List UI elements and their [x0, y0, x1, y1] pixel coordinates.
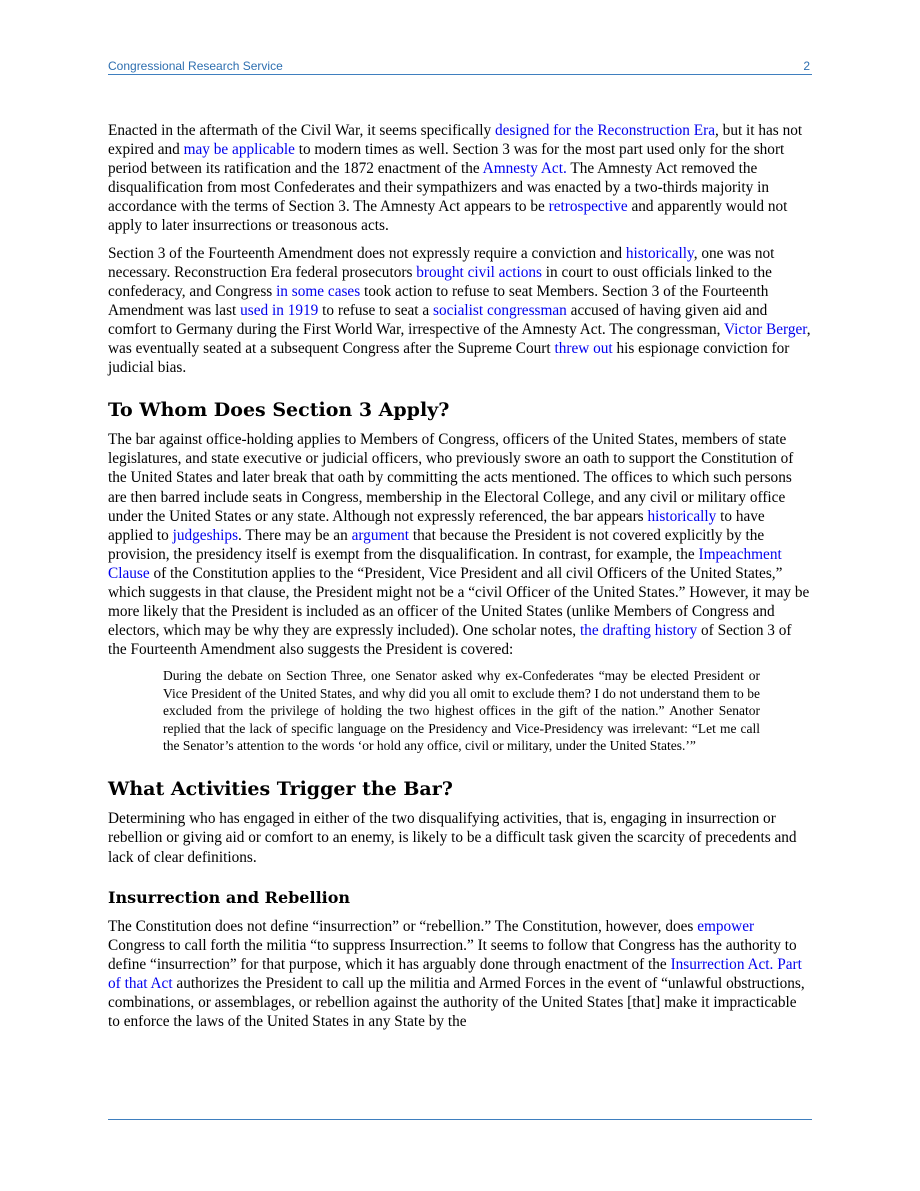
document-body: [108, 121, 812, 1031]
link-part-of-that-act[interactable]: Part of that Act: [108, 955, 802, 992]
link-impeachment-clause[interactable]: Impeachment Clause: [108, 545, 782, 582]
paragraph-insurrection: The Constitution does not define “insurrection” or “rebellion.” The Constitution, however, does empower Congress to call forth the militia “to suppress Insurrection.” It seems to follow that Congress has the authority to define “insurrection” for that purpose, which it has arguably done through enactment of the Insurrection Act. Part of that Act authorizes the President to call up the militia and Armed Forces in the event of “unlawful obstructions, combinations, or assemblages, or rebellion against the authority of the United States [that] make it impracticable to enforce the laws of the United States in any State by the: [108, 917, 805, 1031]
link-designed-for-reconstruction[interactable]: designed for the Reconstruction Era: [494, 122, 716, 139]
header-title: Congressional Research Service: [108, 59, 283, 73]
link-insurrection-act[interactable]: Insurrection Act.: [670, 955, 774, 973]
link-amnesty-act[interactable]: Amnesty Act.: [482, 160, 567, 178]
paragraph-office-holding: The bar against office-holding applies to Members of Congress, officers of the United States, members of state legislatures, and state executive or judicial officers, who previously swore an oath to support the Constitution of the United States and later break that oath by committing the acts mentioned. The offices to which such persons are then barred include seats in Congress, membership in the Electoral College, and any civil or military office under the United States or any state. Although not expressly referenced, the bar appears historically to have applied to judgeships. There may be an argument that because the President is not covered explicitly by the provision, the presidency itself is exempt from the disqualification. In contrast, for example, the Impeachment Clause of the Constitution applies to the “President, Vice President and all civil Officers of the United States,” which suggests in that clause, the President might not be a “civil Officer of the United States.” However, it may be more likely that the President is included as an officer of the United States (unlike Members of Congress and electors, which may be why they are expressly included). One scholar notes, the drafting history of Section 3 of the Fourteenth Amendment also suggests the President is covered:: [108, 431, 810, 659]
heading-to-whom: To Whom Does Section 3 Apply?: [108, 399, 450, 422]
link-historically[interactable]: historically: [625, 244, 694, 262]
footer-divider: [108, 1119, 812, 1120]
link-may-be-applicable[interactable]: may be applicable: [183, 141, 295, 159]
link-retrospective[interactable]: retrospective: [548, 198, 628, 216]
link-victor-berger[interactable]: Victor Berger: [724, 320, 807, 338]
paragraph-conviction: Section 3 of the Fourteenth Amendment does not expressly require a conviction and historically, one was not necessary. Reconstruction Era federal prosecutors brought civil actions in court to oust officials linked to the confederacy, and Congress in some cases took action to refuse to seat Members. Section 3 of the Fourteenth Amendment was last used in 1919 to refuse to seat a socialist congressman accused of having given aid and comfort to Germany during the First World War, irrespective of the Amnesty Act. The congressman, Victor Berger, was eventually seated at a subsequent Congress after the Supreme Court threw out his espionage conviction for judicial bias.: [108, 244, 811, 377]
heading-activities: What Activities Trigger the Bar?: [108, 778, 453, 801]
link-threw-out[interactable]: threw out: [554, 340, 613, 358]
page-header: [108, 57, 812, 75]
paragraph-determining: Determining who has engaged in either of the two disqualifying activities, that is, engaging in insurrection or rebellion or giving aid or comfort to an enemy, is likely to be a difficult task given the scarcity of precedents and lack of clear definitions.: [108, 810, 797, 866]
link-judgeships[interactable]: judgeships: [172, 526, 239, 544]
page-number: 2: [803, 59, 810, 73]
link-historically-judgeships[interactable]: historically: [647, 507, 717, 525]
link-brought-civil-actions[interactable]: brought civil actions: [416, 263, 542, 281]
link-argument[interactable]: argument: [351, 526, 410, 544]
link-in-some-cases[interactable]: in some cases: [276, 282, 361, 300]
paragraph-amnesty: Enacted in the aftermath of the Civil War, it seems specifically designed for the Reconstruction Era, but it has not expired and may be applicable to modern times as well. Section 3 was for the most part used only for the short period between its ratification and the 1872 enactment of the Amnesty Act. The Amnesty Act removed the disqualification from most Confederates and their sympathizers and was enacted by a two-thirds majority in accordance with the terms of Section 3. The Amnesty Act appears to be retrospective and apparently would not apply to later insurrections or treasonous acts.: [108, 122, 803, 235]
heading-insurrection: Insurrection and Rebellion: [108, 887, 351, 907]
link-socialist-congressman[interactable]: socialist congressman: [433, 301, 567, 319]
block-quote: During the debate on Section Three, one Senator asked why ex-Confederates “may be elected President or Vice President of the United States, and why did you all omit to exclude them? I do not understand them to be excluded from the privilege of holding the two highest offices in the gift of the nation.” Another Senator replied that the lack of specific language on the Presidency and Vice-Presidency was irrelevant: “Let me call the Senator’s attention to the words ‘or hold any office, civil or military, under the United States.’”: [163, 668, 760, 753]
link-drafting-history[interactable]: the drafting history: [579, 622, 698, 640]
link-empower[interactable]: empower: [697, 917, 755, 935]
link-used-in-1919[interactable]: used in 1919: [240, 301, 319, 319]
